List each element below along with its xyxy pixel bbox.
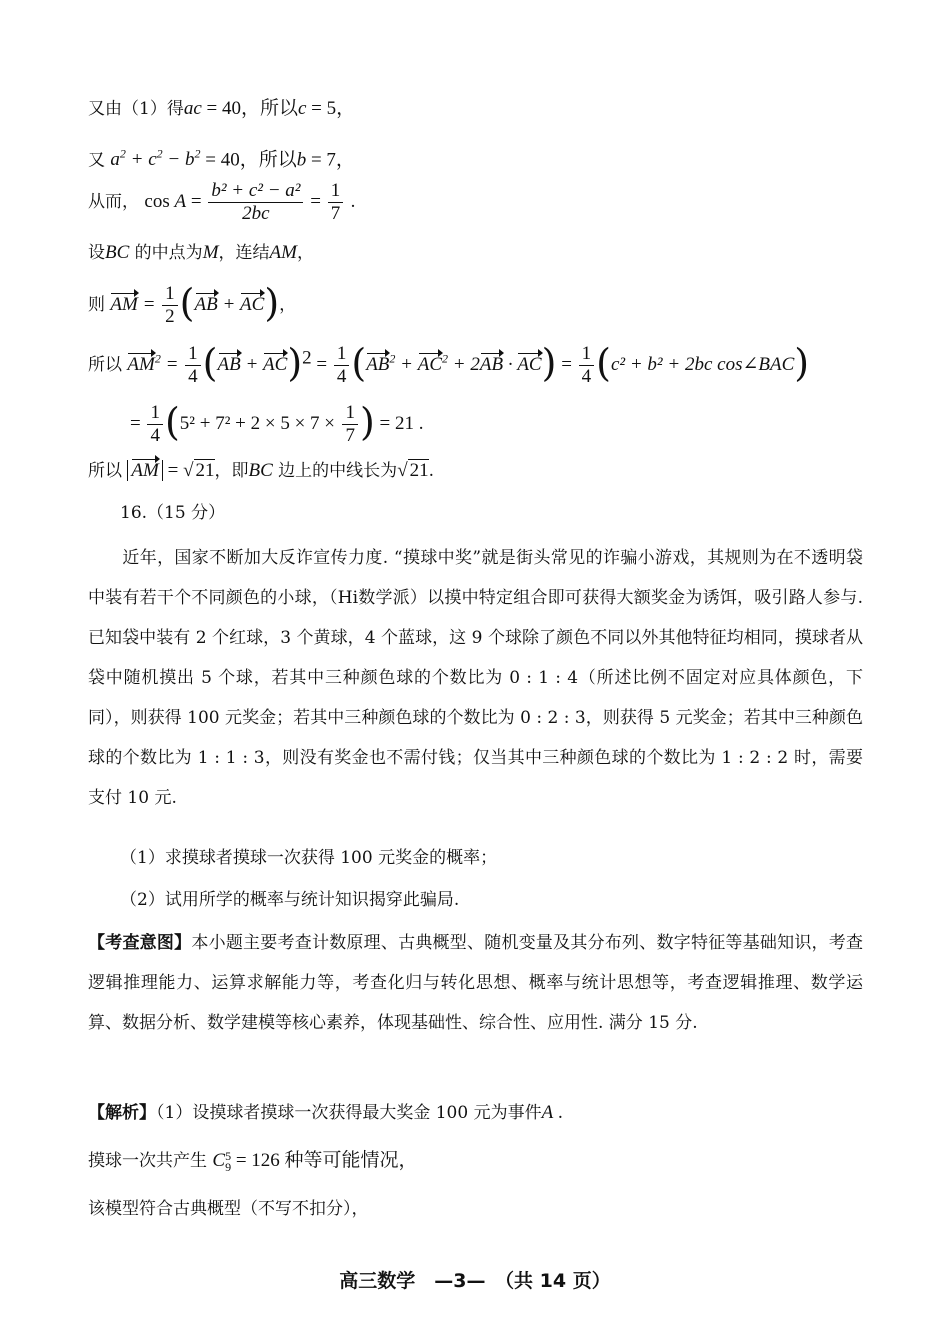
math-var: A — [541, 1102, 554, 1123]
denominator: 7 — [330, 203, 341, 224]
solution-line-7: = $\frac{1}{4}$ (5² + 7² + 2 × 5 × 7 × $\frac{1}{7}$ ) = 21 . — [130, 399, 424, 446]
sqrt-expr: √ 21 — [183, 460, 215, 481]
analysis-label: 【解析】 — [88, 1103, 156, 1123]
analysis-line-2 — [88, 1148, 418, 1174]
fraction: $\frac{1}{4}$ — [185, 343, 201, 388]
text: 则 — [88, 295, 105, 315]
text: . — [553, 1102, 563, 1123]
math-func: cos — [144, 191, 175, 212]
intent-label: 【考查意图】 — [88, 933, 192, 953]
math-expr: $a^2 + c^2 - b^2$ — [110, 147, 201, 171]
analysis-line-1 — [88, 1100, 563, 1126]
math-abs: AM — [127, 460, 162, 481]
fraction: $\frac{1}{4}$ — [579, 343, 595, 388]
math-expr: c² + b² + 2bc cos∠BAC — [610, 354, 795, 375]
question-2: （2）试用所学的概率与统计知识揭穿此骗局. — [120, 890, 460, 910]
math-var: BC — [105, 242, 130, 263]
math-var: BC — [248, 460, 273, 481]
text: = 40，所以 — [200, 149, 297, 171]
solution-line-3: 从而， cos A = $\frac{\text{b² + c² − a²}}{2bc}$ = $\frac{1}{7}$ . — [88, 180, 356, 224]
text: ，即 — [214, 461, 249, 481]
problem-statement — [88, 538, 863, 818]
exam-intent — [88, 923, 863, 1043]
page-footer: 高三数学 —3— （共 14 页） — [339, 1270, 611, 1292]
math-expr: $AM^2$ = — [127, 354, 183, 375]
math-var: AM — [269, 242, 297, 263]
text: 摸球一次共产生 — [88, 1151, 207, 1171]
text: ， — [296, 243, 314, 263]
text: 的中点为 — [129, 243, 203, 263]
text: = 126 种等可能情况， — [231, 1150, 418, 1171]
text: 从而， — [88, 192, 139, 212]
solution-line-4 — [88, 240, 314, 266]
intent-text: 本小题主要考查计数原理、古典概型、随机变量及其分布列、数字特征等基础知识，考查逻辑推理能力、运算求解能力等，考查化归与转化思想、概率与统计思想等，考查逻辑推理、数学运算、数据分析、数学建模等核心素养，体现基础性、综合性、应用性. 满分 15 分. — [88, 933, 864, 1033]
denominator: 2bc — [242, 203, 270, 224]
fraction: $\frac{1}{7}$ — [342, 402, 358, 447]
solution-line-5: 则 AM = $\frac{1}{2}$ (AB + AC)， — [88, 280, 297, 327]
text: . — [350, 191, 356, 212]
math-expr: 5² + 7² + 2 × 5 × 7 × — [179, 413, 336, 434]
text: 边上的中线长为 — [272, 461, 398, 481]
fraction — [328, 180, 344, 225]
math-var: ac — [183, 98, 202, 119]
question-1: （1）求摸球者摸球一次获得 100 元奖金的概率； — [120, 848, 498, 868]
combination-expr: C 5 9 — [212, 1148, 232, 1174]
text: ，连结 — [218, 243, 270, 263]
text: = 21 . — [374, 413, 424, 434]
math-var: M — [202, 242, 219, 263]
solution-line-2 — [88, 141, 355, 173]
solution-line-8 — [88, 458, 434, 484]
math-var: A — [174, 191, 187, 212]
math-expr: AM = — [110, 294, 160, 315]
text: = 7， — [306, 149, 355, 171]
text: = — [162, 460, 184, 481]
problem-header: 16.（15 分） — [120, 503, 226, 523]
text: = 5， — [306, 98, 356, 119]
math-var: b — [296, 149, 307, 171]
solution-line-6: 所以 $AM^2$ = $\frac{1}{4}$ (AB + AC)$^2$ = $\frac{1}{4}$ $(AB^2 + AC^2 + 2AB \cdot AC)$ = $\frac{1}{4}$ (c² + b² + 2bc cos∠BAC) — [88, 340, 810, 387]
numerator: b² + c² − a² — [208, 180, 303, 203]
text: 设 — [88, 243, 105, 263]
numerator: 1 — [328, 180, 344, 203]
analysis-line-3: 该模型符合古典概型（不写不扣分）， — [88, 1199, 369, 1219]
text: 又 — [88, 150, 105, 171]
text: = 40，所以 — [201, 98, 298, 119]
fraction: $\frac{1}{4}$ — [147, 402, 163, 447]
fraction: $\frac{1}{2}$ — [162, 283, 178, 328]
sqrt-expr: √ 21 — [397, 460, 429, 481]
problem-text: 近年，国家不断加大反诈宣传力度. “摸球中奖”就是街头常见的诈骗小游戏，其规则为在不透明袋中装有若干个不同颜色的小球，（Hi数学派）以摸中特定组合即可获得大额奖金为诱饵，吸引路人参与. 已知袋中装有 2 个红球，3 个黄球，4 个蓝球，这 9 个球除了颜色不同以外其他特征均相同，摸球者从袋中随机摸出 5 个球，若其中三种颜色球的个数比为 0 : 1 : 4（所述比例不固定对应具体颜色，下同），则获得 100 元奖金；若其中三种颜色球的个数比为 0 : 2 : 3，则获得 5 元奖金；若其中三种颜色球的个数比为 1 : 1 : 3，则没有奖金也不需付钱；仅当其中三种颜色球的个数比为 1 : 2 : 2 时，需要支付 10 元. — [88, 548, 863, 808]
text: 又由（1）得 — [88, 99, 184, 119]
text: 所以 — [88, 355, 122, 375]
text: （1）设摸球者摸球一次获得最大奖金 100 元为事件 — [156, 1103, 542, 1123]
solution-line-1 — [88, 96, 355, 122]
fraction: $\frac{1}{4}$ — [334, 343, 350, 388]
text: 所以 — [88, 461, 122, 481]
math-var: c — [297, 98, 307, 119]
text: . — [428, 461, 435, 481]
fraction — [208, 180, 303, 225]
